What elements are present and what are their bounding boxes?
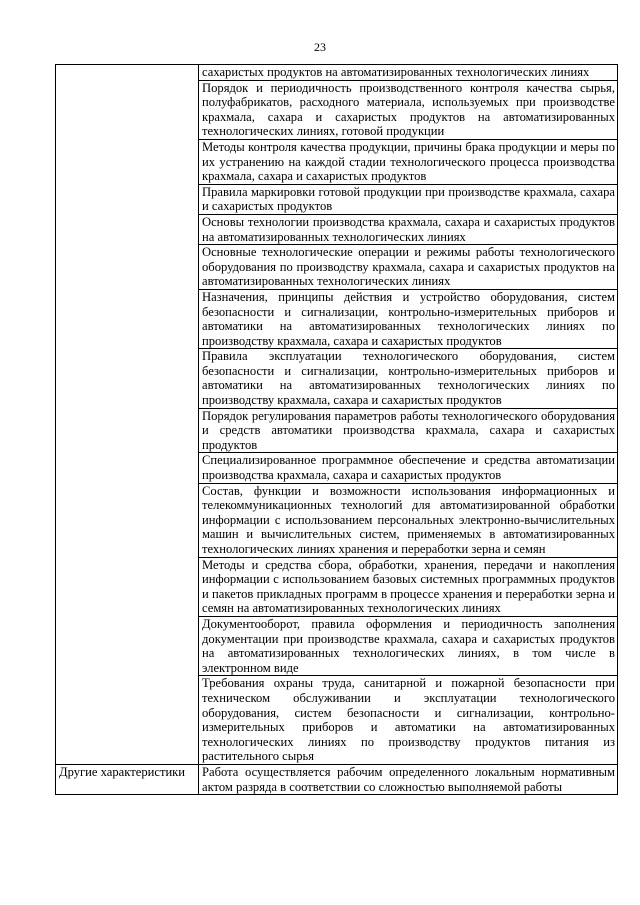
cell-text: Специализированное программное обеспечение и средства автоматизации производства крахмала, сахара и сахаристых продуктов — [202, 453, 615, 483]
table-cell — [199, 139, 618, 184]
table-cell — [199, 557, 618, 616]
table-cell — [199, 483, 618, 557]
table-cell — [199, 184, 618, 214]
table-cell — [199, 408, 618, 453]
table-row — [56, 65, 618, 81]
cell-text: Состав, функции и возможности использования информационных и телекоммуникационных технологий для автоматизированной обработки информации с использованием персональных электронно-вычислительных машин и вычислительных систем, применяемых в автоматизированных технологических линиях хранения и переработки зерна и семян — [202, 483, 615, 556]
page-number: 23 — [314, 40, 326, 54]
table-cell — [199, 453, 618, 483]
cell-text: Работа осуществляется рабочим определенного локальным нормативным актом разряда в соответствии со сложностью выполняемой работы — [202, 764, 615, 794]
left-cell-empty — [56, 65, 199, 765]
cell-text: Назначения, принципы действия и устройство оборудования, систем безопасности и сигнализации, контрольно-измерительных приборов и автоматики на автоматизированных технологических линиях по производству крахмала, сахара и сахаристых продуктов — [202, 289, 615, 348]
cell-text: Методы контроля качества продукции, причины брака продукции и меры по их устранению на каждой стадии технологического процесса производства крахмала, сахара и сахаристых продуктов — [202, 139, 615, 184]
cell-text: Документооборот, правила оформления и периодичность заполнения документации при производстве крахмала, сахара и сахаристых продуктов на автоматизированных технологических линиях, в том числе в электронном виде — [202, 616, 615, 675]
cell-text: Правила маркировки готовой продукции при производстве крахмала, сахара и сахаристых продуктов — [202, 184, 615, 214]
table-cell — [199, 289, 618, 348]
table-cell — [199, 245, 618, 290]
table-cell — [199, 65, 618, 81]
other-characteristics-text — [199, 764, 618, 794]
table-cell — [199, 80, 618, 139]
cell-text: Основы технологии производства крахмала, сахара и сахаристых продуктов на автоматизированных технологических линиях — [202, 214, 615, 244]
other-characteristics-label: Другие характеристики — [56, 764, 199, 794]
cell-text: Порядок и периодичность производственного контроля качества сырья, полуфабрикатов, расходного материала, используемых при производстве крахмала, сахара и сахаристых продуктов на автоматизированных технологических линиях, готовой продукции — [202, 80, 615, 139]
cell-text: Требования охраны труда, санитарной и пожарной безопасности при техническом обслуживании и эксплуатации технологического оборудования, систем безопасности и сигнализации, контрольно-измерительных приборов и автоматики на автоматизированных технологических линиях по производству продуктов питания из растительного сырья — [202, 676, 615, 764]
table-cell — [199, 616, 618, 675]
cell-text: Основные технологические операции и режимы работы технологического оборудования по производству крахмала, сахара и сахаристых продуктов на автоматизированных технологических линиях — [202, 245, 615, 289]
cell-text: Правила эксплуатации технологического оборудования, систем безопасности и сигнализации, контрольно-измерительных приборов и автоматики на автоматизированных технологических линиях по производству крахмала, сахара и сахаристых продуктов — [202, 349, 615, 408]
cell-text: сахаристых продуктов на автоматизированных технологических линиях — [202, 65, 590, 79]
table-cell — [199, 676, 618, 765]
cell-text: Порядок регулирования параметров работы технологического оборудования и средств автоматики производства крахмала, сахара и сахаристых продуктов — [202, 408, 615, 452]
cell-text: Методы и средства сбора, обработки, хранения, передачи и накопления информации с использованием базовых системных программных продуктов и пакетов прикладных программ в процессе хранения и переработки зерна и семян на автоматизированных технологических линиях — [202, 557, 615, 616]
characteristics-table — [55, 64, 618, 795]
table-cell — [199, 349, 618, 408]
table-row-other-characteristics — [56, 764, 618, 794]
table-cell — [199, 214, 618, 244]
